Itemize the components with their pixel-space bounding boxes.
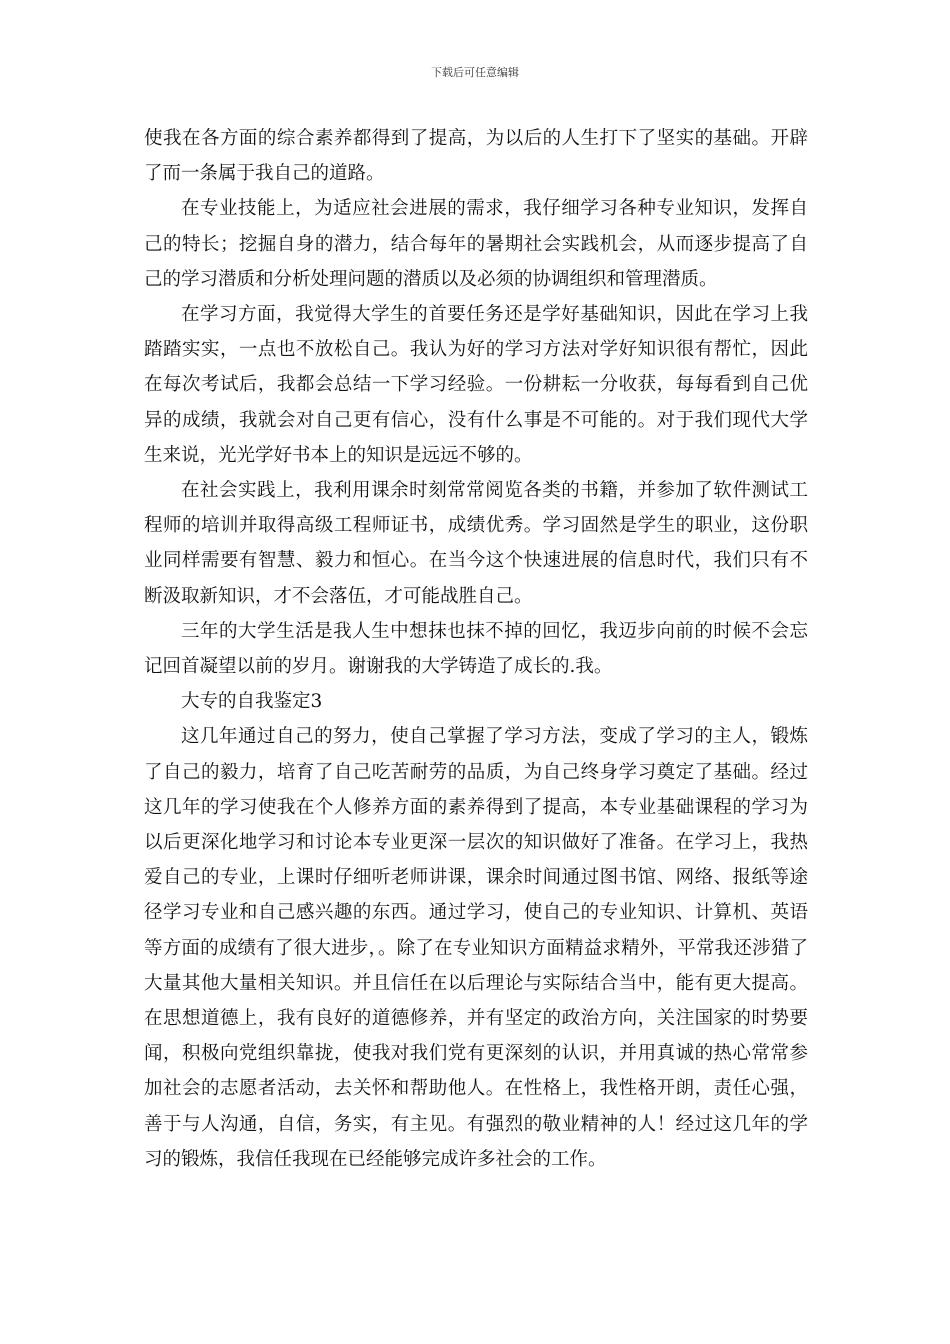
paragraph-3: 在学习方面，我觉得大学生的首要任务还是学好基础知识，因此在学习上我踏踏实实，一点也不放松自己。我认为好的学习方法对学好知识很有帮忙，因此在每次考试后，我都会总结一下学习经验。一份耕耘一分收获，每每看到自己优异的成绩，我就会对自己更有信心，没有什么事是不可能的。对于我们现代大学生来说，光光学好书本上的知识是远远不够的。 xyxy=(144,304,808,466)
document-body xyxy=(144,121,808,1177)
paragraph-5: 三年的大学生活是我人生中想抹也抹不掉的回忆，我迈步向前的时候不会忘记回首凝望以前的岁月。谢谢我的大学铸造了成长的.我。 xyxy=(144,620,808,678)
section-heading: 大专的自我鉴定3 xyxy=(181,691,323,713)
paragraph-2: 在专业技能上，为适应社会进展的需求，我仔细学习各种专业知识，发挥自己的特长；挖掘自身的潜力，结合每年的暑期社会实践机会，从而逐步提高了自己的学习潜质和分析处理问题的潜质以及必须的协调组织和管理潜质。 xyxy=(144,198,808,290)
page-header: 下载后可任意编辑 xyxy=(431,66,519,79)
paragraph-6: 这几年通过自己的努力，使自己掌握了学习方法，变成了学习的主人，锻炼了自己的毅力，培育了自己吃苦耐劳的品质，为自己终身学习奠定了基础。经过这几年的学习使我在个人修养方面的素养得到了提高，本专业基础课程的学习为以后更深化地学习和讨论本专业更深一层次的知识做好了准备。在学习上，我热爱自己的专业，上课时仔细听老师讲课，课余时间通过图书馆、网络、报纸等途径学习专业和自己感兴趣的东西。通过学习，使自己的专业知识、计算机、英语等方面的成绩有了很大进步，。除了在专业知识方面精益求精外，平常我还涉猎了大量其他大量相关知识。并且信任在以后理论与实际结合当中，能有更大提高。在思想道德上，我有良好的道德修养，并有坚定的政治方向，关注国家的时势要闻，积极向党组织靠拢，使我对我们党有更深刻的认识，并用真诚的热心常常参加社会的志愿者活动，去关怀和帮助他人。在性格上，我性格开朗，责任心强，善于与人沟通，自信，务实，有主见。有强烈的敬业精神的人！经过这几年的学习的锻炼，我信任我现在已经能够完成许多社会的工作。 xyxy=(144,726,808,1170)
paragraph-1: 使我在各方面的综合素养都得到了提高，为以后的人生打下了坚实的基础。开辟了而一条属于我自己的道路。 xyxy=(144,128,808,185)
paragraph-4: 在社会实践上，我利用课余时刻常常阅览各类的书籍，并参加了软件测试工程师的培训并取得高级工程师证书，成绩优秀。学习固然是学生的职业，这份职业同样需要有智慧、毅力和恒心。在当今这个快速进展的信息时代，我们只有不断汲取新知识，才不会落伍，才可能战胜自己。 xyxy=(144,480,808,607)
